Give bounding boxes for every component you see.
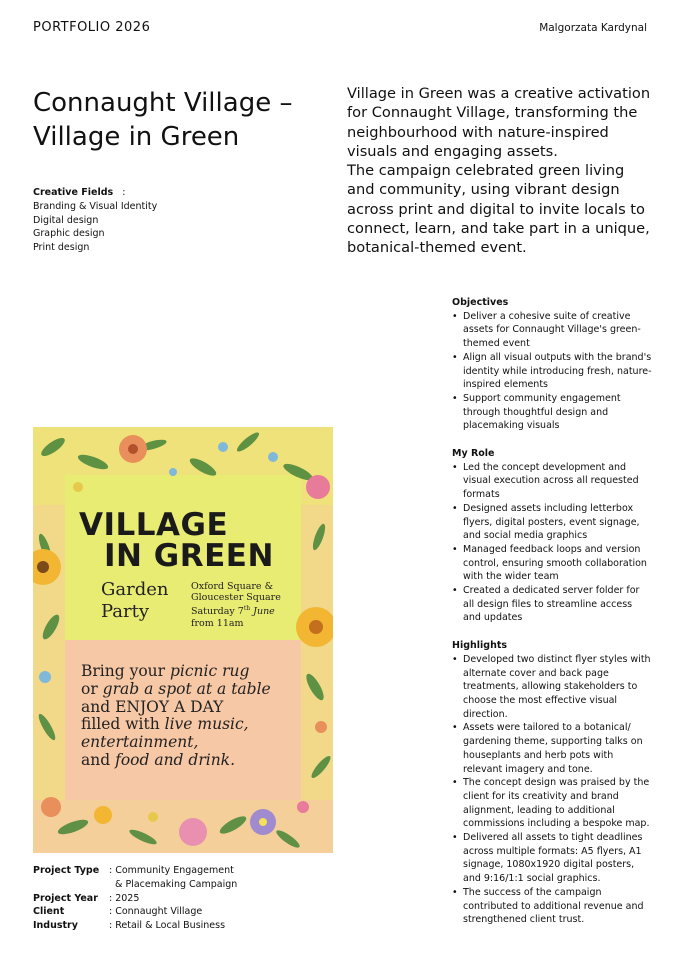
poster-event-line-1: Garden — [101, 579, 169, 600]
poster-body-6b: food and drink. — [115, 750, 235, 769]
author-name: Malgorzata Kardynal — [539, 22, 647, 34]
poster-time: from 11am — [191, 617, 244, 629]
highlights-list — [452, 653, 652, 927]
poster-body-6a: and — [81, 750, 116, 769]
industry-value: : Retail & Local Business — [109, 920, 226, 932]
poster-date — [191, 603, 281, 617]
list-item: • Support community engagement through thoughtful design and placemaking visuals — [452, 392, 652, 433]
poster-event-line-2: Party — [101, 601, 150, 622]
poster-image — [33, 427, 333, 853]
intro-text — [347, 84, 652, 258]
objectives-list — [452, 310, 652, 433]
floral-border-illustration — [33, 427, 333, 853]
project-type-label-cont — [33, 878, 109, 892]
poster-location-1: Oxford Square & — [191, 581, 274, 592]
poster-date-suffix: th — [243, 605, 251, 613]
highlights-heading: Highlights — [452, 640, 508, 652]
poster-body-2b: grab a spot at a table — [102, 679, 271, 698]
project-row — [33, 919, 269, 933]
list-item: • Assets were tailored to a botanical/ gardening theme, supporting talks on houseplants and herb pots with relevant imagery and tone. — [452, 721, 652, 776]
poster-body-text — [81, 663, 271, 770]
list-item: • Designed assets including letterbox flyers, digital posters, event signage, and social media graphics — [452, 502, 652, 543]
project-row — [33, 905, 269, 919]
role-section — [452, 447, 652, 625]
project-row — [33, 878, 269, 892]
project-type-label: Project Type — [33, 865, 100, 876]
creative-fields — [33, 186, 157, 255]
creative-field-item: Branding & Visual Identity — [33, 200, 158, 212]
intro-paragraph-2: The campaign celebrated green living and community, using vibrant design across print and digital to invite locals to connect, learn, and take part in a unique, botanical-themed event. — [347, 162, 650, 257]
objectives-section — [452, 296, 652, 433]
poster-title-line-1: VILLAGE — [79, 507, 229, 543]
project-year-value: : 2025 — [109, 892, 140, 904]
poster-event-details — [191, 581, 281, 629]
details-column — [452, 296, 652, 941]
poster-title — [79, 507, 274, 574]
list-item: • Created a dedicated server folder for all design files to streamline access and updates — [452, 584, 652, 625]
poster-date-day: Saturday 7 — [191, 606, 244, 618]
highlights-section — [452, 639, 652, 927]
creative-field-item: Graphic design — [33, 228, 105, 240]
list-item: • Developed two distinct flyer styles with alternate cover and back page treatments, allowing stakeholders to choose the most effective visual direction. — [452, 653, 652, 722]
creative-fields-label: Creative Fields — [33, 187, 114, 198]
poster-body-3: and ENJOY A DAY — [81, 697, 224, 716]
portfolio-label: PORTFOLIO 2026 — [33, 20, 151, 35]
project-type-value-cont: & Placemaking Campaign — [109, 878, 238, 890]
client-label: Client — [33, 906, 65, 918]
project-info — [33, 864, 269, 933]
poster-date-month: June — [253, 606, 275, 618]
list-item: • Delivered all assets to tight deadlines across multiple formats: A5 flyers, A1 signage, 1080x1920 digital posters, and 9:16/1:1 social graphics. — [452, 831, 652, 886]
industry-label: Industry — [33, 920, 78, 932]
list-item: • Managed feedback loops and version control, ensuring smooth collaboration with the wider team — [452, 543, 652, 584]
title-line-2: Village in Green — [33, 122, 240, 152]
project-type-value: : Community Engagement — [109, 865, 234, 876]
page-title — [33, 86, 323, 154]
list-item: • The success of the campaign contributed to additional revenue and strengthened client trust. — [452, 886, 652, 927]
poster-location-2: Gloucester Square — [191, 592, 281, 604]
creative-fields-colon: : — [122, 187, 126, 198]
poster-event-name — [101, 579, 168, 623]
project-year-label: Project Year — [33, 892, 98, 904]
poster-body-5: entertainment, — [81, 733, 199, 752]
list-item: • The concept design was praised by the client for its creativity and brand alignment, leading to additional commissions including a bespoke map. — [452, 776, 652, 831]
poster-body-1a: Bring your — [81, 662, 170, 680]
list-item: • Deliver a cohesive suite of creative assets for Connaught Village's green-themed event — [452, 310, 652, 351]
intro-paragraph-1: Village in Green was a creative activation for Connaught Village, transforming the neighbourhood with nature-inspired visuals and engaging assets. — [347, 85, 651, 160]
poster-body-4a: filled with — [81, 715, 165, 734]
objectives-heading: Objectives — [452, 297, 509, 308]
creative-field-item: Print design — [33, 242, 90, 254]
project-row — [33, 864, 269, 878]
creative-field-item: Digital design — [33, 214, 99, 226]
title-line-1: Connaught Village – — [33, 88, 293, 118]
role-list — [452, 461, 652, 625]
list-item: • Align all visual outputs with the brand's identity while introducing fresh, nature-inspired elements — [452, 351, 652, 392]
poster-body-1b: picnic rug — [170, 662, 250, 680]
poster-body-4b: live music, — [164, 715, 249, 734]
list-item: • Led the concept development and visual execution across all requested formats — [452, 461, 652, 502]
poster-body-2a: or — [81, 679, 103, 698]
poster-title-line-2: IN GREEN — [104, 538, 274, 574]
project-row — [33, 892, 269, 906]
role-heading: My Role — [452, 448, 495, 460]
client-value: : Connaught Village — [109, 906, 203, 918]
